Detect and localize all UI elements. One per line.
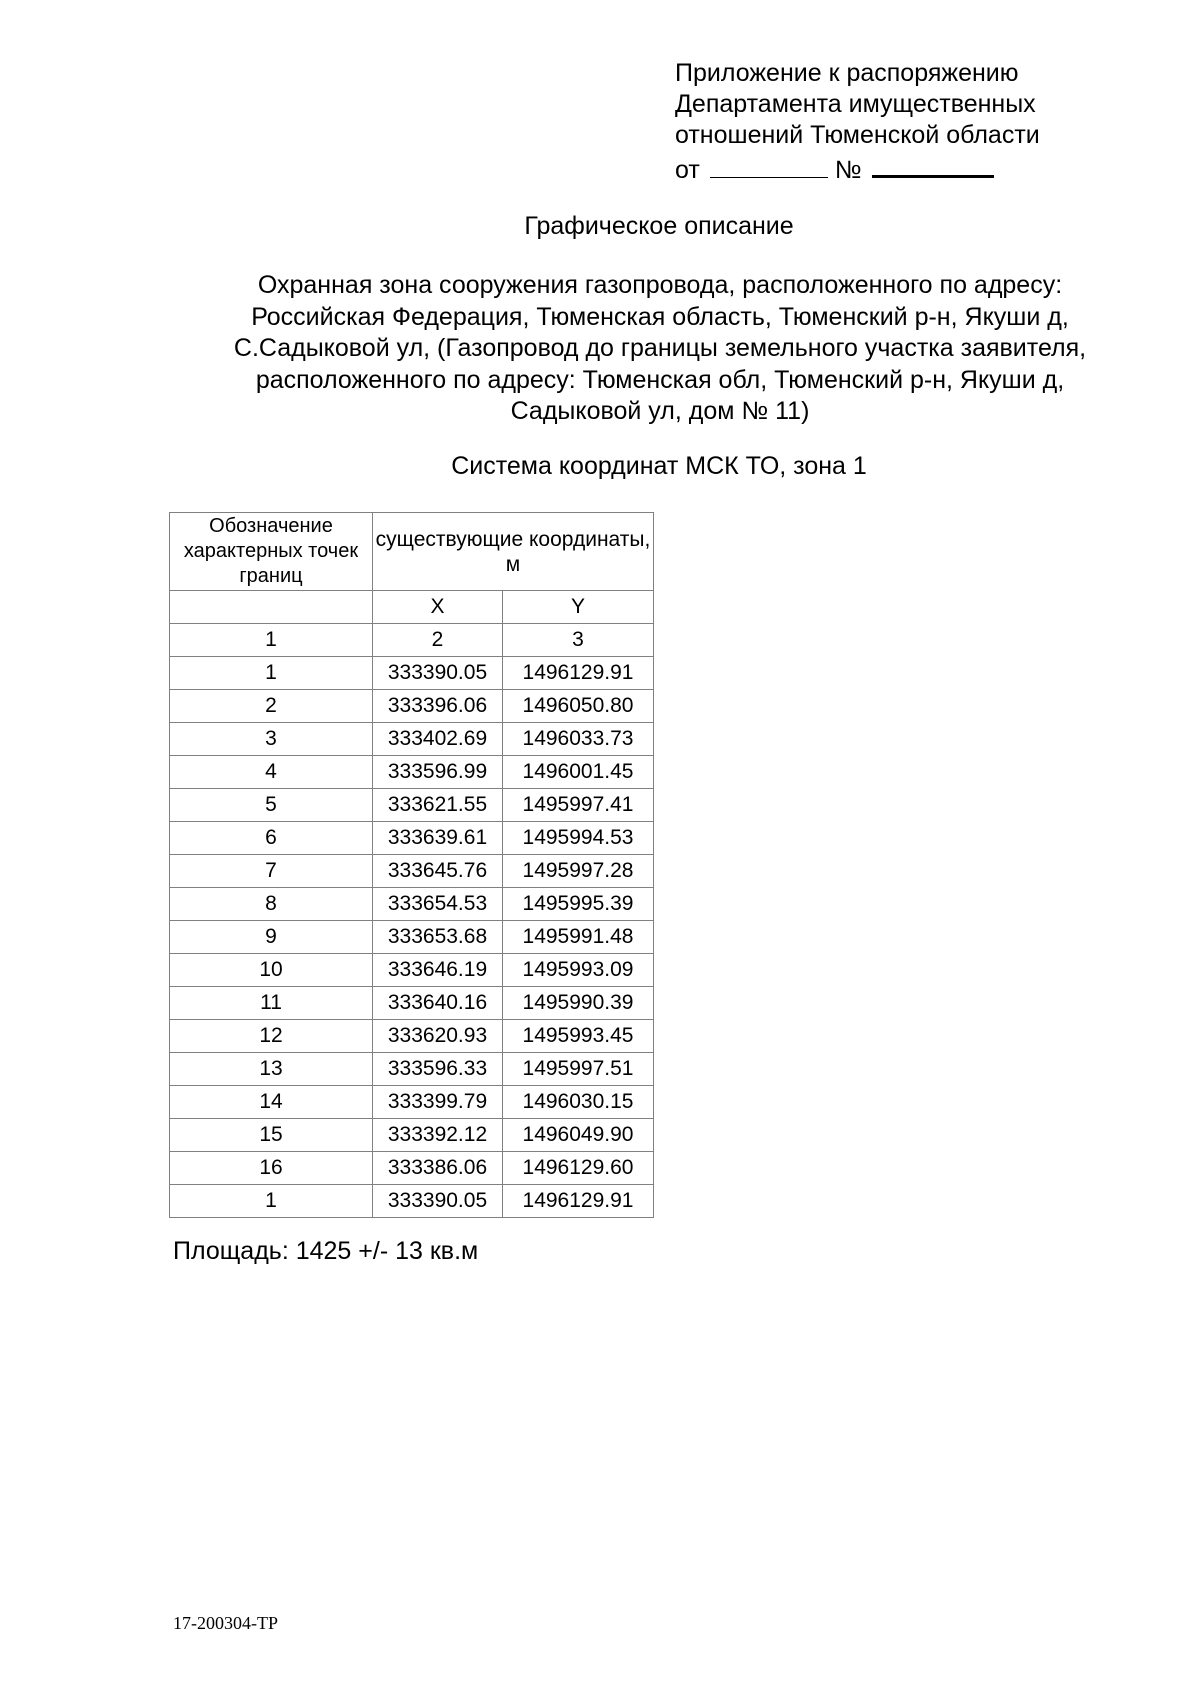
x-cell: 333392.12 (373, 1119, 503, 1152)
point-cell: 11 (170, 987, 373, 1020)
area-text: Площадь: 1425 +/- 13 кв.м (173, 1237, 479, 1265)
header-coordinates: существующие координаты, м (373, 513, 654, 591)
object-description (200, 270, 1120, 428)
x-cell: 333402.69 (373, 723, 503, 756)
y-cell: 1496001.45 (503, 756, 654, 789)
x-cell: 333646.19 (373, 954, 503, 987)
coordinate-system: Система координат МСК ТО, зона 1 (451, 452, 867, 480)
table-header-row (170, 513, 654, 591)
header-points: Обозначение характерных точек границ (170, 513, 373, 591)
y-cell: 1495995.39 (503, 888, 654, 921)
y-cell: 1496129.60 (503, 1152, 654, 1185)
table-row (170, 822, 654, 855)
footer-code: 17-200304-ТР (173, 1613, 278, 1633)
date-blank (710, 153, 828, 178)
table-row (170, 756, 654, 789)
from-label: от (675, 156, 700, 184)
col-y-header: Y (503, 591, 654, 624)
number-label: № (834, 156, 862, 184)
table-row (170, 888, 654, 921)
point-cell: 4 (170, 756, 373, 789)
number-blank (872, 151, 994, 178)
point-cell: 14 (170, 1086, 373, 1119)
point-cell: 13 (170, 1053, 373, 1086)
table-row (170, 1086, 654, 1119)
x-cell: 333653.68 (373, 921, 503, 954)
col-number: 2 (373, 624, 503, 657)
y-cell: 1496129.91 (503, 657, 654, 690)
description-line: расположенного по адресу: Тюменская обл, Тюменский р-н, Якуши д, (255, 365, 1065, 394)
x-cell: 333621.55 (373, 789, 503, 822)
point-cell: 9 (170, 921, 373, 954)
description-line: Садыковой ул, дом № 11) (510, 397, 810, 425)
table-row (170, 1020, 654, 1053)
point-cell: 2 (170, 690, 373, 723)
table-row (170, 987, 654, 1020)
x-cell: 333639.61 (373, 822, 503, 855)
y-cell: 1495991.48 (503, 921, 654, 954)
x-cell: 333386.06 (373, 1152, 503, 1185)
x-cell: 333620.93 (373, 1020, 503, 1053)
table-row (170, 723, 654, 756)
y-cell: 1495997.28 (503, 855, 654, 888)
appendix-line: Приложение к распоряжению (675, 59, 1019, 87)
table-row (170, 1152, 654, 1185)
y-cell: 1495997.41 (503, 789, 654, 822)
table-row (170, 1053, 654, 1086)
appendix-line: Департамента имущественных (675, 90, 1036, 118)
table-row (170, 921, 654, 954)
point-cell: 1 (170, 657, 373, 690)
y-cell: 1496049.90 (503, 1119, 654, 1152)
y-cell: 1495993.09 (503, 954, 654, 987)
x-cell: 333390.05 (373, 1185, 503, 1218)
point-cell: 16 (170, 1152, 373, 1185)
point-cell: 6 (170, 822, 373, 855)
description-line: С.Садыковой ул, (Газопровод до границы земельного участка заявителя, (233, 334, 1087, 362)
x-cell: 333654.53 (373, 888, 503, 921)
point-cell: 10 (170, 954, 373, 987)
y-cell: 1495990.39 (503, 987, 654, 1020)
coordinates-table (169, 512, 654, 1218)
y-cell: 1495997.51 (503, 1053, 654, 1086)
point-cell: 12 (170, 1020, 373, 1053)
x-cell: 333390.05 (373, 657, 503, 690)
x-cell: 333396.06 (373, 690, 503, 723)
table-row (170, 690, 654, 723)
col-number: 3 (503, 624, 654, 657)
description-line: Охранная зона сооружения газопровода, расположенного по адресу: (257, 271, 1063, 299)
table-row (170, 855, 654, 888)
table-row (170, 789, 654, 822)
empty-cell (170, 591, 373, 624)
description-line: Российская Федерация, Тюменская область, Тюменский р-н, Якуши д, (251, 302, 1069, 331)
y-cell: 1496129.91 (503, 1185, 654, 1218)
y-cell: 1495994.53 (503, 822, 654, 855)
point-cell: 1 (170, 1185, 373, 1218)
point-cell: 7 (170, 855, 373, 888)
x-cell: 333596.33 (373, 1053, 503, 1086)
table-row (170, 657, 654, 690)
x-cell: 333596.99 (373, 756, 503, 789)
appendix-block (675, 58, 1040, 186)
point-cell: 8 (170, 888, 373, 921)
y-cell: 1496050.80 (503, 690, 654, 723)
table-column-number-row (170, 624, 654, 657)
appendix-line: отношений Тюменской области (675, 121, 1040, 149)
col-x-header: X (373, 591, 503, 624)
table-row (170, 954, 654, 987)
x-cell: 333399.79 (373, 1086, 503, 1119)
x-cell: 333645.76 (373, 855, 503, 888)
point-cell: 15 (170, 1119, 373, 1152)
y-cell: 1495993.45 (503, 1020, 654, 1053)
x-cell: 333640.16 (373, 987, 503, 1020)
point-cell: 3 (170, 723, 373, 756)
col-number: 1 (170, 624, 373, 657)
table-axis-row (170, 591, 654, 624)
table-row (170, 1185, 654, 1218)
y-cell: 1496030.15 (503, 1086, 654, 1119)
document-title: Графическое описание (524, 212, 794, 240)
appendix-date-number-line (675, 151, 1040, 186)
table-row (170, 1119, 654, 1152)
point-cell: 5 (170, 789, 373, 822)
y-cell: 1496033.73 (503, 723, 654, 756)
